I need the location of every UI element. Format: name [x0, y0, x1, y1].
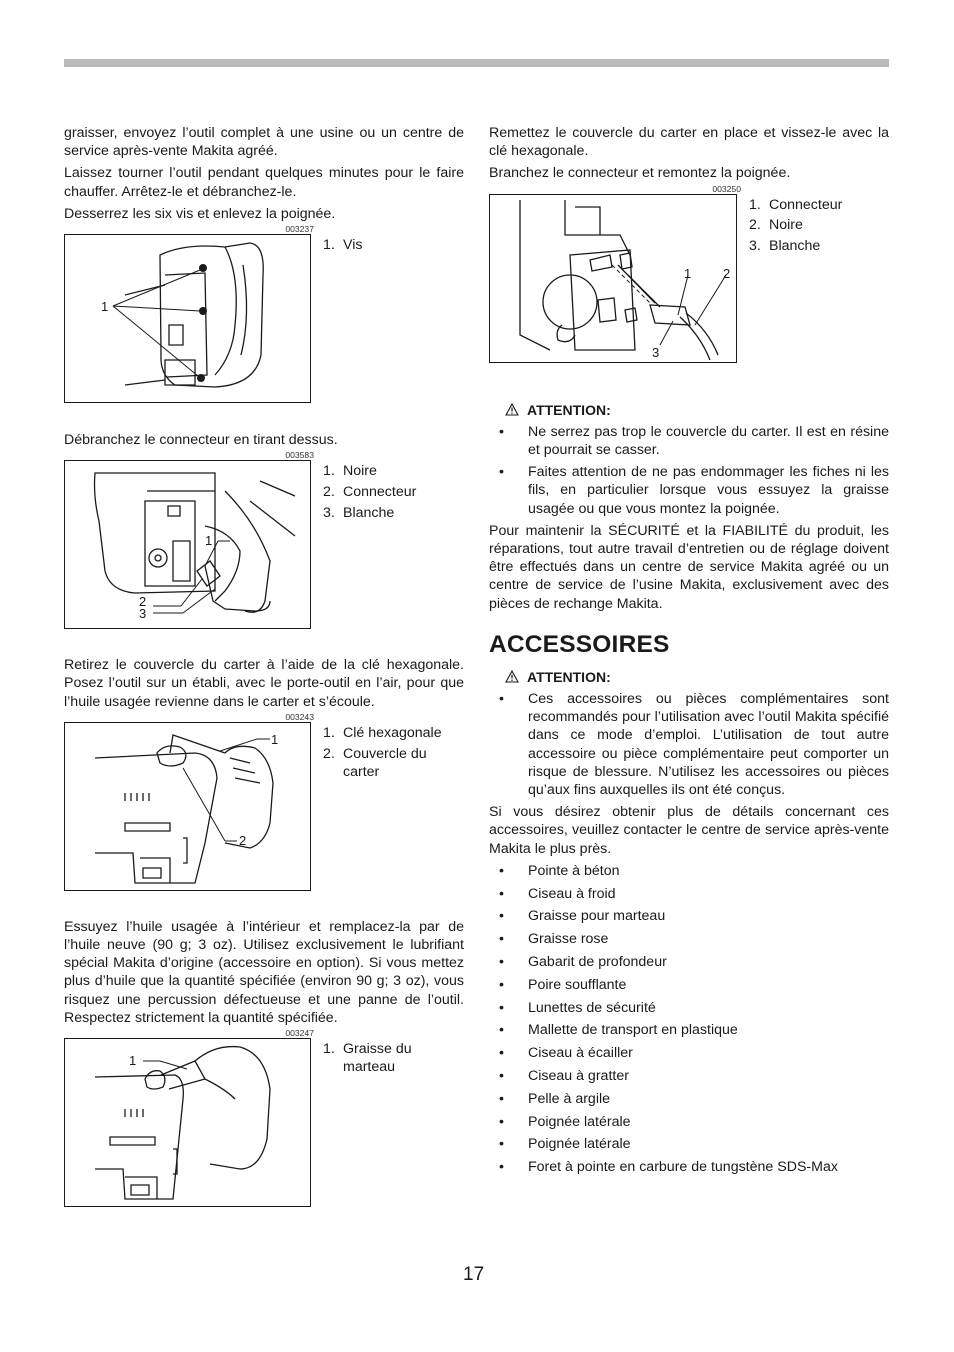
section-heading: ACCESSOIRES [489, 630, 670, 658]
paragraph: Pour maintenir la SÉCURITÉ et la FIABILITÉ du produit, les réparations, tout autre travail d’entretien ou de réglage doivent être effectués dans un centre de service Makita agréé ou un centre de service de l’usine Makita, exclusivement avec des pièces de rechange Makita. [489, 522, 889, 612]
figure-callout: 1 [129, 1053, 137, 1069]
figure-code: 003247 [285, 1028, 314, 1039]
paragraph: Essuyez l’huile usagée à l’intérieur et remplacez-la par de l’huile neuve (90 g; 3 oz). Utilisez exclusivement le lubrifiant spécial Makita d’origine (accessoire en option). Si vous mettez plus d’huile que la quantité spécifiée (environ 90 g; 3 oz), vous risquez une percussion défectueuse et une panne de l’outil. Respectez strictement la quantité spécifiée. [64, 918, 464, 1026]
legend-item: 1. Graisse du marteau [323, 1041, 412, 1076]
legend-item: 1. Clé hexagonale [323, 724, 442, 741]
paragraph: Si vous désirez obtenir plus de détails concernant ces accessoires, veuillez contacter le centre de service après-vente Makita le plus près. [489, 804, 889, 857]
paragraph: Débranchez le connecteur en tirant dessus. [64, 432, 338, 449]
list-item: • Mallette de transport en plastique [499, 1022, 738, 1039]
attention-list [489, 690, 889, 799]
paragraph: graisser, envoyez l’outil complet à une usine ou un centre de service après-vente Makita agréé. [64, 125, 464, 160]
reconnect-illustration [490, 195, 736, 362]
legend-item: 1. Noire [323, 463, 377, 480]
figure-hex-wrench [64, 722, 464, 891]
figure-callout: 1 [271, 731, 279, 747]
legend-item: 1. Connecteur [749, 196, 843, 213]
figure-code: 003237 [285, 224, 314, 235]
figure-callout: 1 [684, 265, 692, 281]
figure-screws [64, 234, 464, 403]
header-rule [64, 59, 889, 67]
figure-illustration [489, 194, 737, 363]
list-item: • Ciseau à froid [499, 885, 616, 902]
paragraph: Laissez tourner l’outil pendant quelques minutes pour le faire chauffer. Arrêtez-le et débranchez-le. [64, 165, 464, 200]
figure-legend [323, 724, 464, 784]
list-item: • Faites attention de ne pas endommager les fiches ni les fils, en particulier lorsque vous essuyez la graisse usagée ou que vous montez la poignée. [499, 464, 889, 517]
paragraph: Desserrez les six vis et enlevez la poignée. [64, 205, 336, 222]
left-column [64, 124, 464, 1207]
list-item: • Ne serrez pas trop le couvercle du carter. Il est en résine et pourrait se casser. [499, 423, 889, 459]
attention-heading: ATTENTION: [489, 401, 889, 419]
drill-handle-illustration [65, 235, 310, 402]
figure-code-wrap [64, 224, 314, 234]
figure-illustration [64, 460, 311, 629]
list-item: • Graisse pour marteau [499, 908, 666, 925]
figure-code: 003583 [285, 450, 314, 461]
warning-triangle-icon [505, 403, 519, 416]
figure-callout: 3 [139, 606, 147, 622]
page-number: 17 [463, 1264, 485, 1285]
figure-grease [64, 1038, 464, 1207]
figure-callout: 2 [723, 265, 731, 281]
warning-triangle-icon [505, 670, 519, 683]
list-item: • Foret à pointe en carbure de tungstène SDS-Max [499, 1159, 838, 1176]
right-column [489, 124, 889, 1181]
figure-legend [323, 1040, 433, 1079]
list-item: • Poire soufflante [499, 976, 627, 993]
list-item: • Ciseau à écailler [499, 1045, 633, 1062]
figure-callout: 2 [239, 832, 247, 848]
paragraph: Remettez le couvercle du carter en place et vissez-le avec la clé hexagonale. [489, 125, 889, 160]
figure-code: 003250 [712, 183, 741, 194]
legend-item: 3. Blanche [749, 238, 821, 255]
legend-item: 2. Couvercle du carter [323, 745, 427, 780]
attention-list [489, 423, 889, 518]
paragraph: Retirez le couvercle du carter à l’aide de la clé hexagonale. Posez l’outil sur un établi, avec le porte-outil en l’air, pour que l’huile usagée revienne dans le carter et s’écoule. [64, 657, 464, 710]
connector-illustration [65, 461, 310, 628]
list-item: • Gabarit de profondeur [499, 954, 667, 971]
figure-callout: 2 [139, 594, 147, 610]
list-item: • Poignée latérale [499, 1136, 631, 1153]
figure-illustration [64, 234, 311, 403]
paragraph: Branchez le connecteur et remontez la poignée. [489, 165, 791, 182]
list-item: • Pointe à béton [499, 862, 620, 879]
list-item: • Lunettes de sécurité [499, 999, 656, 1016]
legend-item: 2. Connecteur [323, 483, 417, 500]
list-item: • Graisse rose [499, 931, 609, 948]
figure-illustration [64, 1038, 311, 1207]
legend-item: 2. Noire [749, 217, 803, 234]
hex-wrench-illustration [65, 723, 310, 890]
legend-item: 1. Vis [323, 237, 363, 254]
figure-legend [323, 236, 362, 257]
figure-callout: 1 [101, 299, 109, 315]
figure-illustration [64, 722, 311, 891]
figure-code: 003243 [285, 711, 314, 722]
list-item: • Ciseau à gratter [499, 1068, 629, 1085]
figure-callout: 1 [205, 533, 213, 549]
attention-heading: ATTENTION: [489, 668, 889, 686]
legend-item: 3. Blanche [323, 504, 395, 521]
figure-connector [64, 460, 464, 629]
list-item: • Pelle à argile [499, 1090, 611, 1107]
figure-callout: 3 [652, 344, 660, 360]
list-item: • Ces accessoires ou pièces complémentaires sont recommandés pour l’utilisation avec l’outil Makita spécifié dans ce mode d’emploi. L’utilisation de tout autre accessoire ou pièce complémentaire peut comporter un risque de blessure. N’utilisez les accessoires ou pièces qu’aux fins auxquelles ils ont été conçus. [499, 691, 889, 799]
list-item: • Poignée latérale [499, 1113, 631, 1130]
figure-legend [323, 462, 416, 524]
accessories-list [489, 862, 889, 1177]
figure-legend [749, 196, 842, 258]
figure-reconnect [489, 194, 889, 363]
grease-illustration [65, 1039, 310, 1206]
